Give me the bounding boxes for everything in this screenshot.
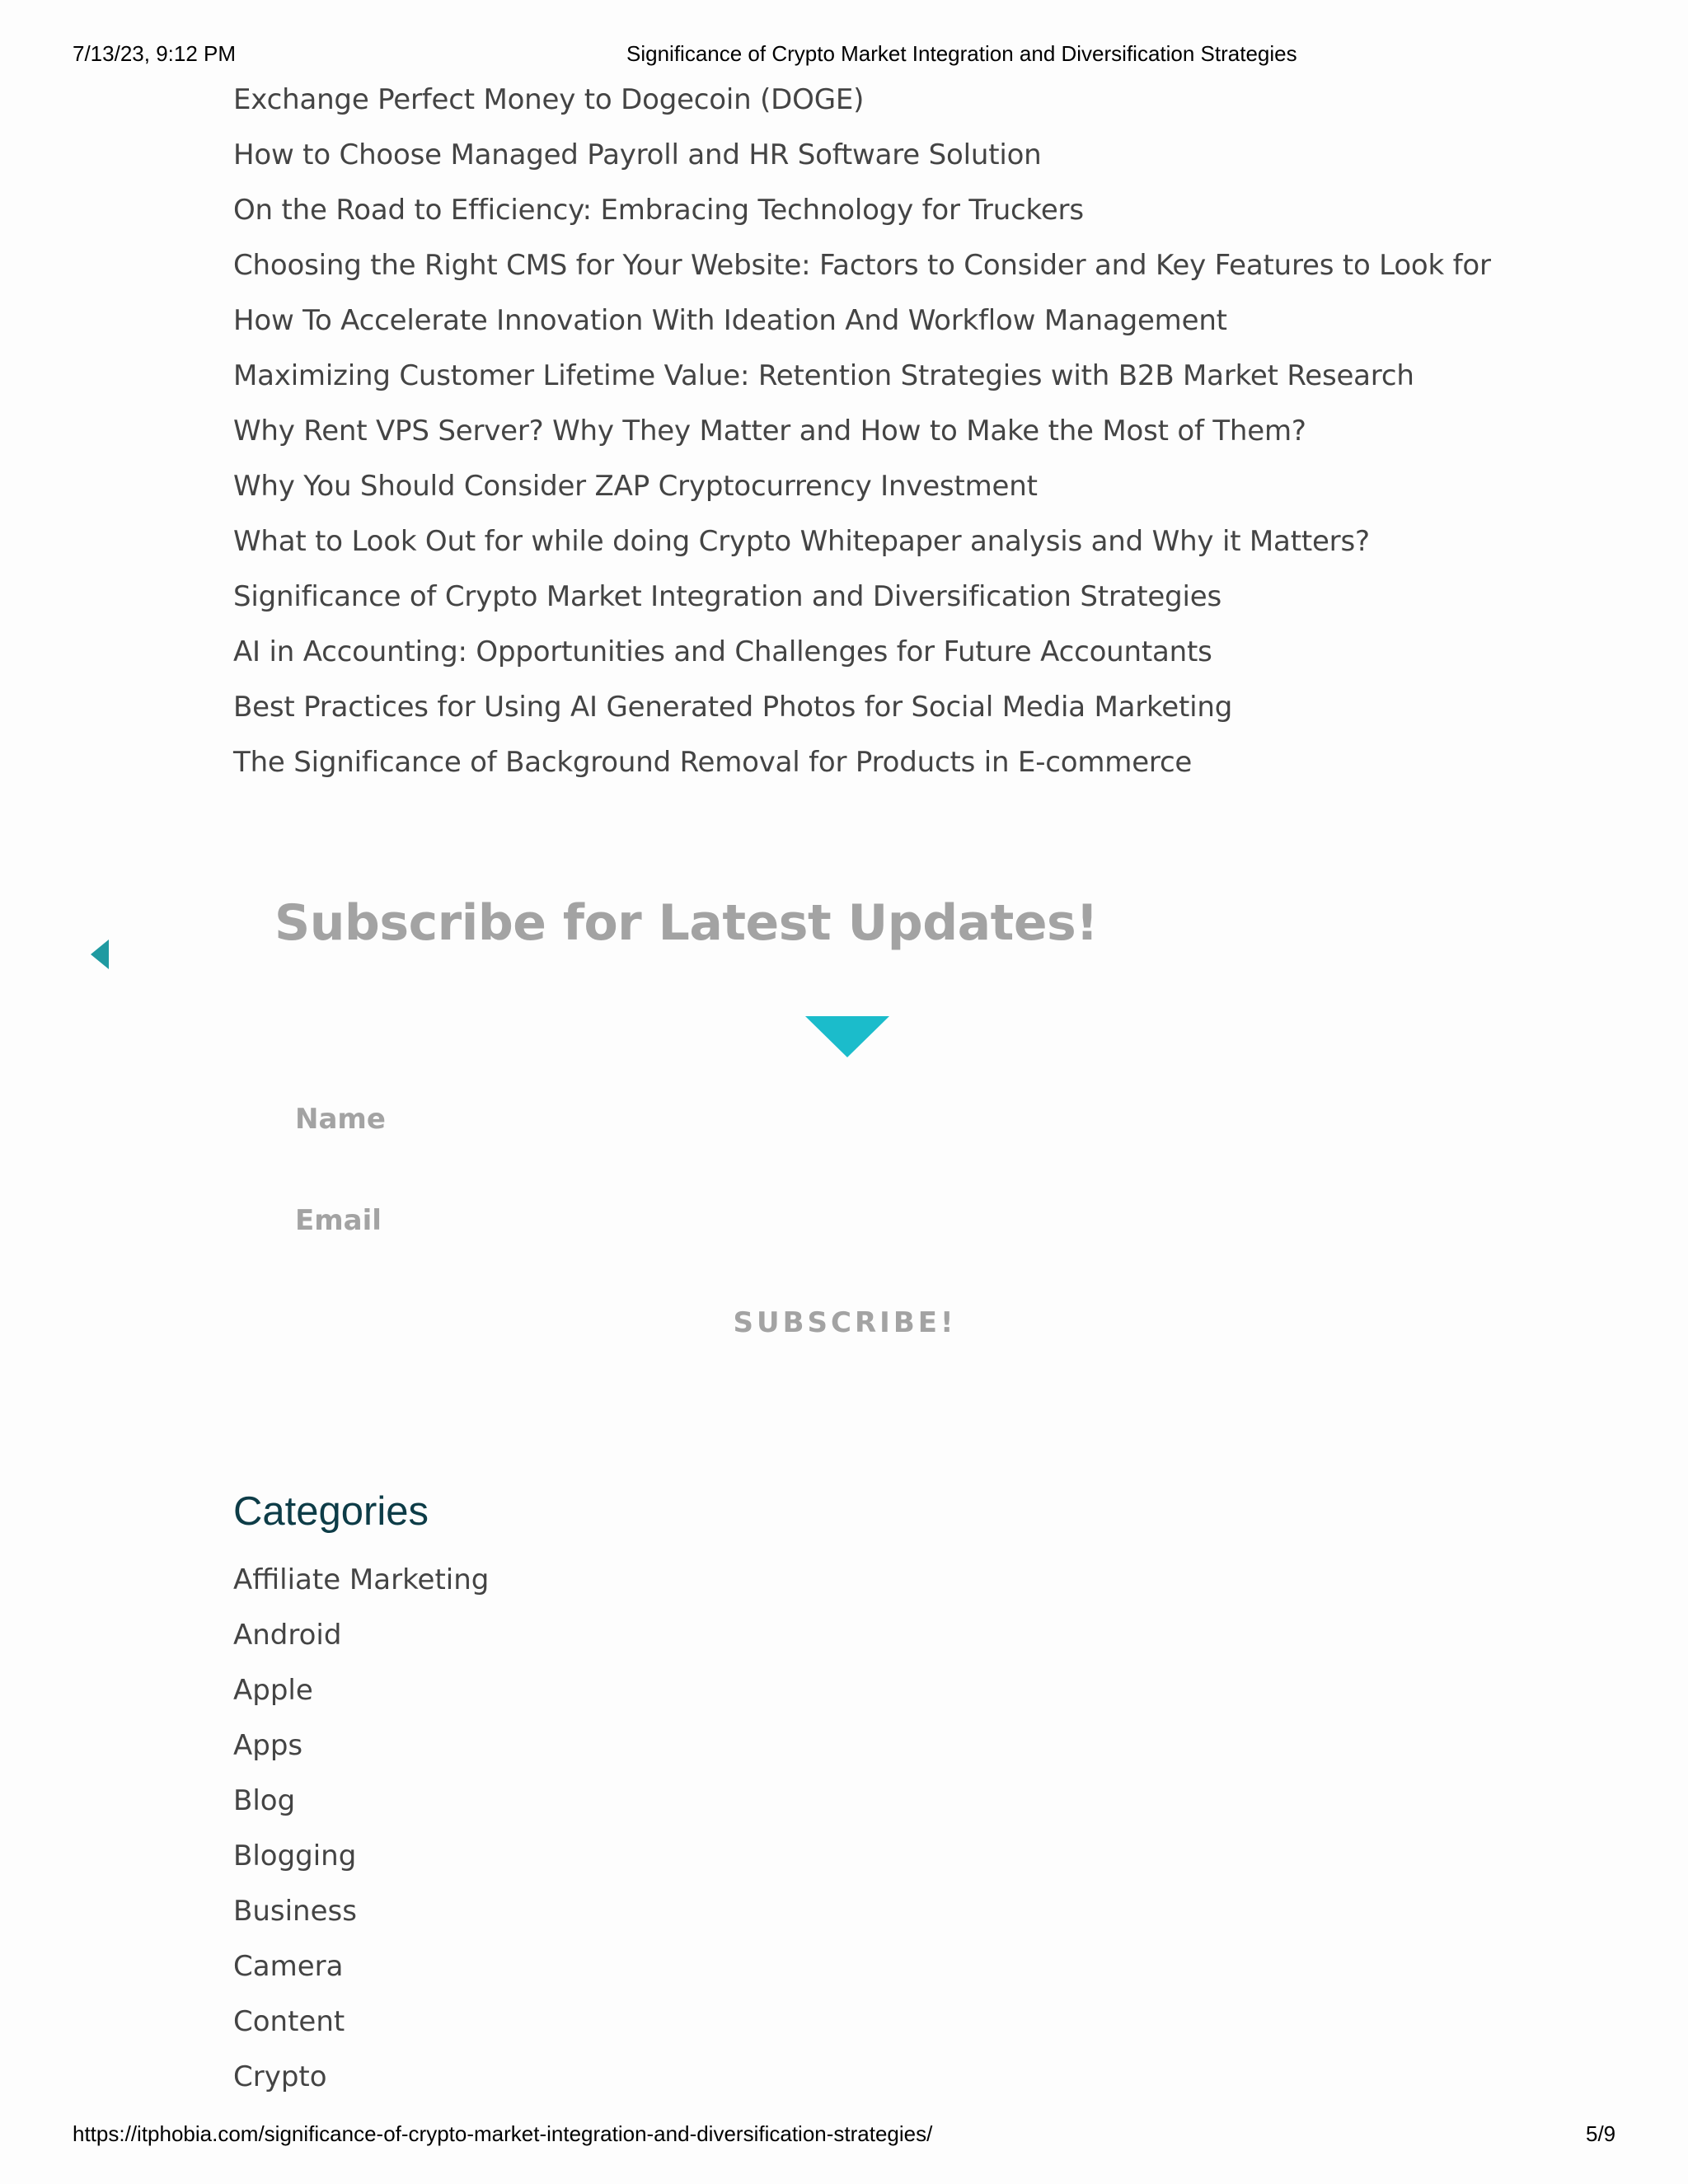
category-link[interactable]: Camera	[233, 1950, 344, 1983]
category-link[interactable]: Affiliate Marketing	[233, 1563, 490, 1596]
list-item	[233, 410, 1491, 466]
category-link[interactable]: Apps	[233, 1729, 303, 1762]
category-link[interactable]: Android	[233, 1619, 342, 1652]
list-item	[233, 742, 1491, 797]
category-link[interactable]: Crypto	[233, 2060, 327, 2093]
recent-post-link[interactable]: Best Practices for Using AI Generated Photos for Social Media Marketing	[233, 691, 1233, 724]
list-item	[233, 1725, 489, 1780]
category-link[interactable]: Blogging	[233, 1840, 357, 1872]
list-item	[233, 79, 1491, 134]
name-field[interactable]	[295, 1090, 1391, 1148]
recent-post-link[interactable]: The Significance of Background Removal for Products in E-commerce	[233, 746, 1193, 779]
list-item	[233, 2001, 489, 2056]
category-link[interactable]: Content	[233, 2005, 345, 2038]
list-item	[233, 1946, 489, 2001]
category-link[interactable]: Business	[233, 1895, 357, 1928]
list-item	[233, 631, 1491, 687]
recent-post-link[interactable]: On the Road to Efficiency: Embracing Technology for Truckers	[233, 194, 1084, 227]
list-item	[233, 1615, 489, 1670]
list-item	[233, 355, 1491, 410]
caret-left-icon[interactable]	[91, 940, 109, 969]
list-item	[233, 190, 1491, 245]
recent-post-link[interactable]: Maximizing Customer Lifetime Value: Retention Strategies with B2B Market Research	[233, 359, 1414, 392]
list-item	[233, 134, 1491, 190]
category-link[interactable]: Blog	[233, 1784, 296, 1817]
list-item	[233, 1559, 489, 1615]
subscribe-title: Subscribe for Latest Updates!	[274, 894, 1099, 952]
print-header-title: Significance of Crypto Market Integration and Diversification Strategies	[626, 41, 1297, 66]
print-footer-page-number: 5/9	[1586, 2121, 1616, 2146]
list-item	[233, 1670, 489, 1725]
categories-list	[233, 1559, 489, 2111]
list-item	[233, 300, 1491, 355]
list-item	[233, 1891, 489, 1946]
categories-heading: Categories	[233, 1489, 429, 1534]
list-item	[233, 1835, 489, 1891]
list-item	[233, 245, 1491, 300]
recent-post-link[interactable]: Why Rent VPS Server? Why They Matter and How to Make the Most of Them?	[233, 415, 1306, 448]
recent-post-link[interactable]: Why You Should Consider ZAP Cryptocurrency Investment	[233, 470, 1038, 503]
recent-post-link[interactable]: How To Accelerate Innovation With Ideation And Workflow Management	[233, 304, 1227, 337]
category-link[interactable]: Apple	[233, 1674, 313, 1707]
list-item	[233, 521, 1491, 576]
email-field[interactable]	[295, 1192, 1391, 1249]
triangle-down-icon	[805, 1016, 889, 1057]
print-footer-url: https://itphobia.com/significance-of-crypto-market-integration-and-diversification-strategies/	[73, 2121, 933, 2146]
recent-post-link[interactable]: AI in Accounting: Opportunities and Challenges for Future Accountants	[233, 635, 1212, 668]
recent-post-link[interactable]: How to Choose Managed Payroll and HR Software Solution	[233, 138, 1042, 171]
list-item	[233, 687, 1491, 742]
list-item	[233, 466, 1491, 521]
list-item	[233, 2056, 489, 2111]
print-header-datetime: 7/13/23, 9:12 PM	[73, 41, 237, 66]
list-item	[233, 576, 1491, 631]
recent-post-link[interactable]: Exchange Perfect Money to Dogecoin (DOGE)	[233, 83, 865, 116]
list-item	[233, 1780, 489, 1835]
subscribe-button[interactable]: SUBSCRIBE!	[701, 1298, 989, 1347]
recent-posts-list	[233, 79, 1491, 797]
recent-post-link[interactable]: Choosing the Right CMS for Your Website: Factors to Consider and Key Features to Look for	[233, 249, 1491, 282]
recent-post-link[interactable]: Significance of Crypto Market Integration and Diversification Strategies	[233, 580, 1221, 613]
recent-post-link[interactable]: What to Look Out for while doing Crypto Whitepaper analysis and Why it Matters?	[233, 525, 1370, 558]
